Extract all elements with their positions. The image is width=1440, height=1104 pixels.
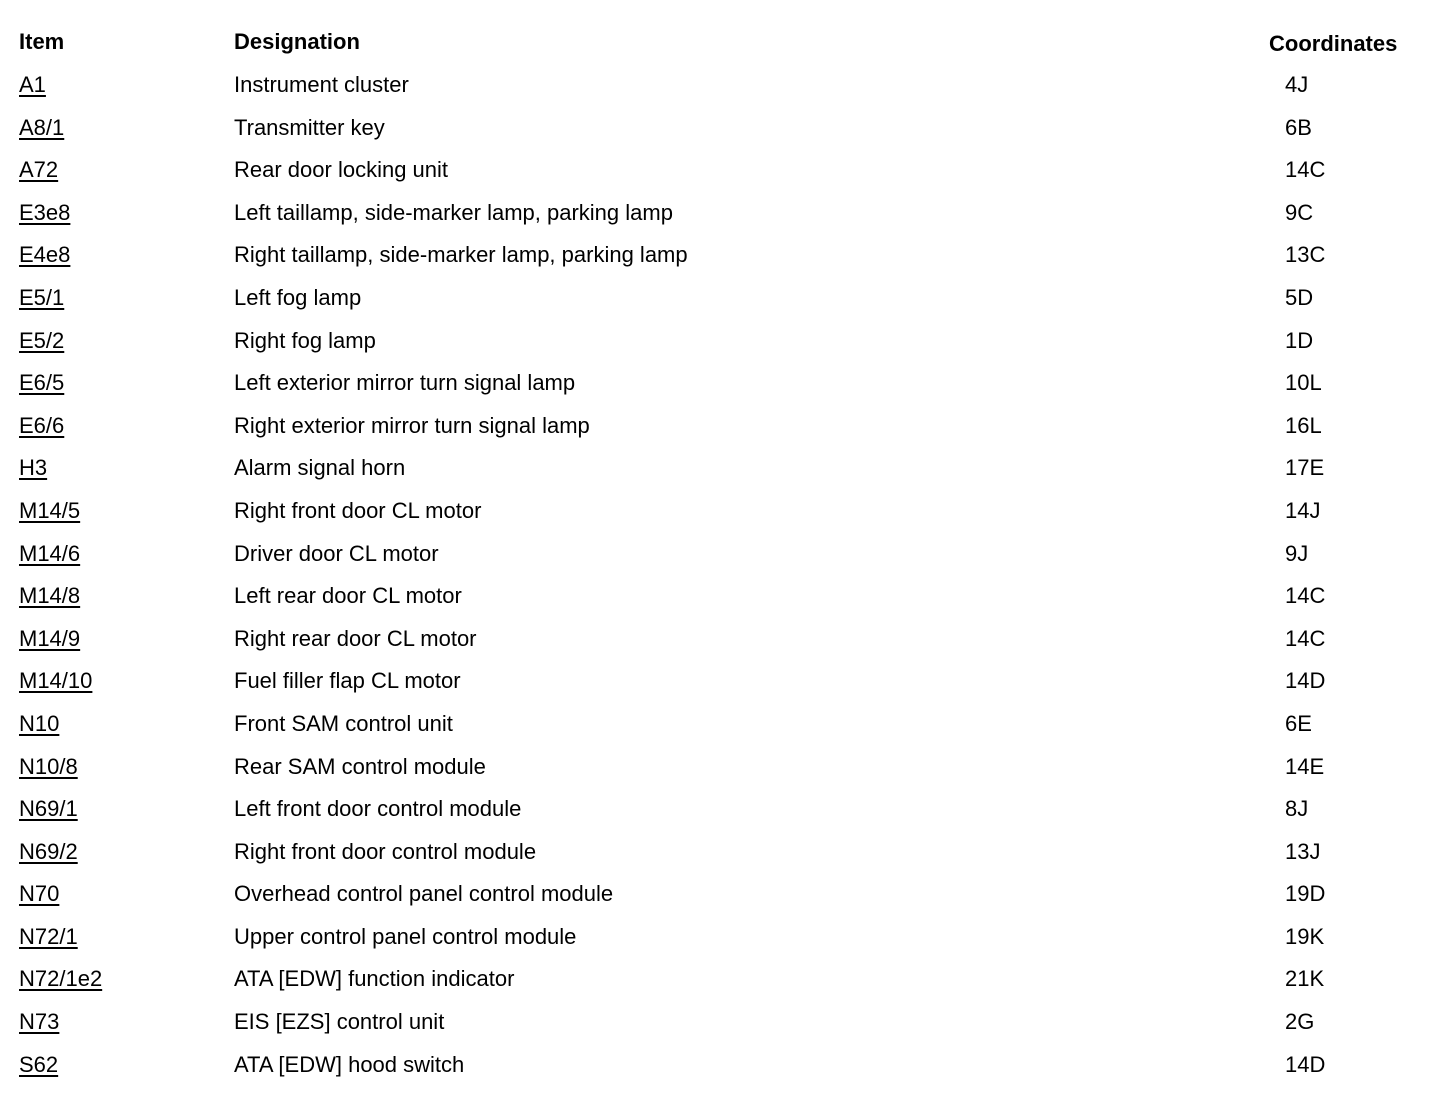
coordinates-cell: 9J: [1285, 540, 1309, 566]
item-link[interactable]: E6/6: [19, 412, 65, 438]
designation-cell: Upper control panel control module: [234, 923, 577, 949]
coordinates-cell: 14D: [1285, 1051, 1326, 1077]
table-row: [0, 156, 1440, 199]
coordinates-cell: 14C: [1285, 583, 1326, 609]
item-link[interactable]: M14/10: [19, 668, 93, 694]
item-link[interactable]: M14/5: [19, 497, 81, 523]
item-link[interactable]: A8/1: [19, 114, 65, 140]
designation-cell: Alarm signal horn: [234, 455, 406, 481]
coordinates-cell: 13C: [1285, 242, 1326, 268]
item-link[interactable]: E4e8: [19, 242, 71, 268]
designation-cell: Left rear door CL motor: [234, 583, 462, 609]
table-row: [0, 838, 1440, 881]
coordinates-cell: 8J: [1285, 796, 1309, 822]
coordinates-cell: 6E: [1285, 710, 1312, 736]
table-row: [0, 497, 1440, 540]
designation-cell: Front SAM control unit: [234, 710, 453, 736]
table-row: [0, 412, 1440, 455]
designation-cell: Left front door control module: [234, 796, 522, 822]
coordinates-cell: 17E: [1285, 455, 1325, 481]
column-header-item: Item: [19, 29, 65, 54]
table-row: [0, 795, 1440, 838]
coordinates-cell: 2G: [1285, 1009, 1315, 1035]
coordinates-cell: 16L: [1285, 412, 1322, 438]
designation-cell: Left exterior mirror turn signal lamp: [234, 370, 576, 396]
item-link[interactable]: N72/1: [19, 923, 78, 949]
coordinates-cell: 14E: [1285, 753, 1325, 779]
table-row: [0, 284, 1440, 327]
designation-cell: Instrument cluster: [234, 72, 409, 97]
table-row: [0, 582, 1440, 625]
item-link[interactable]: E5/2: [19, 327, 65, 353]
table-row: [0, 965, 1440, 1008]
designation-cell: Overhead control panel control module: [234, 881, 614, 907]
coordinates-cell: 14J: [1285, 497, 1321, 523]
table-row: [0, 710, 1440, 753]
designation-cell: Right fog lamp: [234, 327, 376, 353]
designation-cell: Right exterior mirror turn signal lamp: [234, 412, 590, 438]
table-row: [0, 199, 1440, 242]
designation-cell: Right rear door CL motor: [234, 625, 477, 651]
coordinates-cell: 4J: [1285, 72, 1309, 97]
item-link[interactable]: N73: [19, 1009, 60, 1035]
designation-cell: EIS [EZS] control unit: [234, 1009, 445, 1035]
table-row: [0, 114, 1440, 157]
item-link[interactable]: E6/5: [19, 370, 65, 396]
table-row: [0, 454, 1440, 497]
item-link[interactable]: A72: [19, 157, 59, 183]
designation-cell: Transmitter key: [234, 114, 385, 140]
designation-cell: Rear SAM control module: [234, 753, 486, 779]
coordinates-cell: 1D: [1285, 327, 1314, 353]
table-row: [0, 327, 1440, 370]
designation-cell: Fuel filler flap CL motor: [234, 668, 461, 694]
item-link[interactable]: N70: [19, 881, 60, 907]
item-link[interactable]: N69/1: [19, 796, 78, 822]
designation-cell: Right front door CL motor: [234, 497, 482, 523]
table-row: [0, 880, 1440, 923]
item-link[interactable]: N72/1e2: [19, 966, 103, 992]
coordinates-cell: 9C: [1285, 199, 1314, 225]
coordinates-cell: 19D: [1285, 881, 1326, 907]
designation-cell: Right front door control module: [234, 838, 537, 864]
coordinates-cell: 6B: [1285, 114, 1312, 140]
coordinates-cell: 10L: [1285, 370, 1322, 396]
coordinates-cell: 14C: [1285, 157, 1326, 183]
designation-cell: ATA [EDW] hood switch: [234, 1051, 465, 1077]
table-row: [0, 753, 1440, 796]
item-link[interactable]: M14/9: [19, 625, 81, 651]
designation-cell: Driver door CL motor: [234, 540, 439, 566]
coordinates-cell: 14D: [1285, 668, 1326, 694]
coordinates-cell: 5D: [1285, 284, 1314, 310]
item-link[interactable]: H3: [19, 455, 48, 481]
item-link[interactable]: E5/1: [19, 284, 65, 310]
table-body: [0, 71, 1440, 1093]
designation-cell: ATA [EDW] function indicator: [234, 966, 515, 992]
item-link[interactable]: N10/8: [19, 753, 78, 779]
table-row: [0, 241, 1440, 284]
designation-cell: Rear door locking unit: [234, 157, 449, 183]
table-row: [0, 1051, 1440, 1094]
table-row: [0, 369, 1440, 412]
item-link[interactable]: N10: [19, 710, 60, 736]
column-header-coordinates: Coordinates: [1269, 31, 1398, 56]
coordinates-cell: 19K: [1285, 923, 1325, 949]
table-row: [0, 1008, 1440, 1051]
item-link[interactable]: M14/8: [19, 583, 81, 609]
item-link[interactable]: M14/6: [19, 540, 81, 566]
coordinates-cell: 13J: [1285, 838, 1321, 864]
item-link[interactable]: E3e8: [19, 199, 71, 225]
table-row: [0, 71, 1440, 114]
column-header-designation: Designation: [234, 29, 360, 54]
designation-cell: Left fog lamp: [234, 284, 362, 310]
table-header: [0, 29, 1440, 59]
table-row: [0, 667, 1440, 710]
table-row: [0, 540, 1440, 583]
item-link[interactable]: A1: [19, 72, 46, 97]
designation-cell: Right taillamp, side-marker lamp, parking lamp: [234, 242, 688, 268]
item-link[interactable]: S62: [19, 1051, 59, 1077]
item-link[interactable]: N69/2: [19, 838, 78, 864]
designation-cell: Left taillamp, side-marker lamp, parking lamp: [234, 199, 673, 225]
table-row: [0, 625, 1440, 668]
coordinates-cell: 21K: [1285, 966, 1325, 992]
table-row: [0, 923, 1440, 966]
coordinates-cell: 14C: [1285, 625, 1326, 651]
